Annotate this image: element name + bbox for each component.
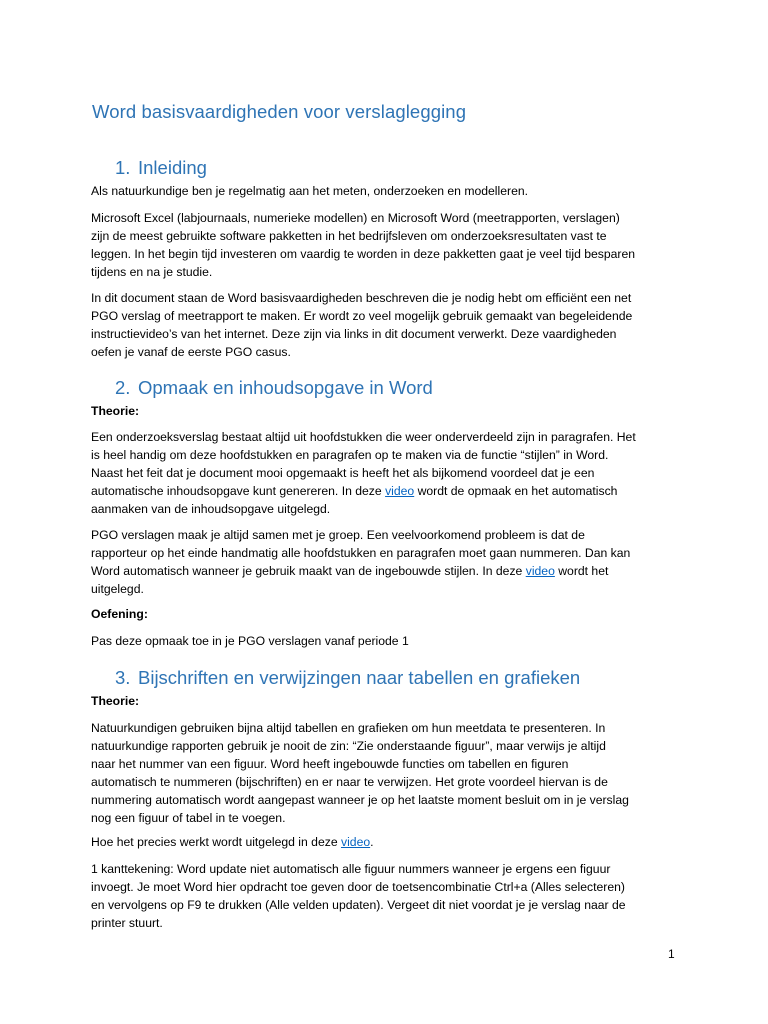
page-number: 1 <box>668 947 675 961</box>
paragraph <box>91 719 688 827</box>
text-line: Een onderzoeksverslag bestaat altijd uit hoofdstukken die weer onderverdeeld zijn in paragrafen. Het <box>91 430 636 444</box>
text-line: printer stuurt. <box>91 916 163 930</box>
heading-text: Inleiding <box>138 157 207 178</box>
text-line: Als natuurkundige ben je regelmatig aan het meten, onderzoeken en modelleren. <box>91 184 529 198</box>
text-line: Hoe het precies werkt wordt uitgelegd in deze video. <box>91 835 374 849</box>
text-line: automatische inhoudsopgave kunt genereren. In deze video wordt de opmaak en het automatisch <box>91 484 618 498</box>
text-line: invoegt. Je moet Word hier opdracht toe geven door de toetsencombinatie Ctrl+a (Alles selecteren) <box>91 880 625 894</box>
heading-bijschriften <box>115 667 580 689</box>
text-line: is heel handig om deze hoofdstukken en paragrafen op te maken via de functie “stijlen” in Word. <box>91 448 609 462</box>
heading-number: 2. <box>115 377 131 398</box>
text-line: leggen. In het begin tijd investeren om vaardig te worden in deze pakketten gaat je veel tijd besparen <box>91 247 636 261</box>
text-line: en vervolgens op F9 te drukken (Alle velden updaten). Vergeet dit niet voordat je je verslag naar de <box>91 898 626 912</box>
theory-label: Theorie: <box>91 404 140 418</box>
heading-opmaak <box>115 377 433 399</box>
paragraph <box>91 428 688 518</box>
heading-number: 1. <box>115 157 131 178</box>
text-line: 1 kanttekening: Word update niet automatisch alle figuur nummers wanneer je ergens een figuur <box>91 862 611 876</box>
text-line: rapporteur op het einde handmatig alle hoofdstukken en paragrafen moet gaan nummeren. Dan kan <box>91 546 631 560</box>
text-line: zijn de meest gebruikte software pakketten in het bedrijfsleven om onderzoeksresultaten vast te <box>91 229 607 243</box>
text-line: nog een figuur of tabel in te voegen. <box>91 811 286 825</box>
text-line: oefen je vanaf de eerste PGO casus. <box>91 345 291 359</box>
text-line: In dit document staan de Word basisvaardigheden beschreven die je nodig hebt om efficiënt een net <box>91 291 632 305</box>
heading-text: Bijschriften en verwijzingen naar tabellen en grafieken <box>138 667 581 688</box>
paragraph <box>91 526 688 598</box>
document-title: Word basisvaardigheden voor verslaglegging <box>92 101 467 122</box>
text-line: Natuurkundigen gebruiken bijna altijd tabellen en grafieken om hun meetdata te presenteren. In <box>91 721 606 735</box>
text-line: tijdens en na je studie. <box>91 265 213 279</box>
text-line: automatisch te nummeren (bijschriften) en er naar te verwijzen. Het grote voordeel hiervan is de <box>91 775 608 789</box>
video-link[interactable]: video <box>525 564 555 578</box>
text-line: naar het nummer van een figuur. Word heeft ingebouwde functies om tabellen en figuren <box>91 757 569 771</box>
paragraph <box>91 833 688 851</box>
exercise-text: Pas deze opmaak toe in je PGO verslagen vanaf periode 1 <box>91 634 409 648</box>
text-line: nummering automatisch wordt aangepast wanneer je op het laatste moment besluit om in je verslag <box>91 793 629 807</box>
text-line: Word automatisch wanneer je gebruik maakt van de ingebouwde stijlen. In deze video wordt het <box>91 564 609 578</box>
text-line: natuurkundige rapporten gebruik je nooit de zin: “Zie onderstaande figuur”, maar verwijs je altijd <box>91 739 606 753</box>
heading-inleiding <box>115 157 207 179</box>
heading-text: Opmaak en inhoudsopgave in Word <box>138 377 433 398</box>
text-line: PGO verslag of meetrapport te maken. Er wordt zo veel mogelijk gebruik gemaakt van begeleidende <box>91 309 633 323</box>
heading-number: 3. <box>115 667 131 688</box>
paragraph <box>91 860 688 932</box>
text-line: PGO verslagen maak je altijd samen met je groep. Een veelvoorkomend probleem is dat de <box>91 528 585 542</box>
text-line: uitgelegd. <box>91 582 144 596</box>
theory-label: Theorie: <box>91 694 140 708</box>
paragraph <box>91 182 688 200</box>
video-link[interactable]: video <box>340 835 371 849</box>
exercise-label: Oefening: <box>91 607 148 621</box>
text-line: aanmaken van de inhoudsopgave uitgelegd. <box>91 502 331 516</box>
paragraph <box>91 209 688 281</box>
text-line: Microsoft Excel (labjournaals, numerieke modellen) en Microsoft Word (meetrapporten, verslagen) <box>91 211 620 225</box>
video-link[interactable]: video <box>385 484 415 498</box>
text-line: Naast het feit dat je document mooi opgemaakt is heeft het als bijkomend voordeel dat je een <box>91 466 595 480</box>
text-line: instructievideo’s van het internet. Deze zijn via links in dit document verwerkt. Deze vaardigheden <box>91 327 617 341</box>
paragraph <box>91 289 688 361</box>
